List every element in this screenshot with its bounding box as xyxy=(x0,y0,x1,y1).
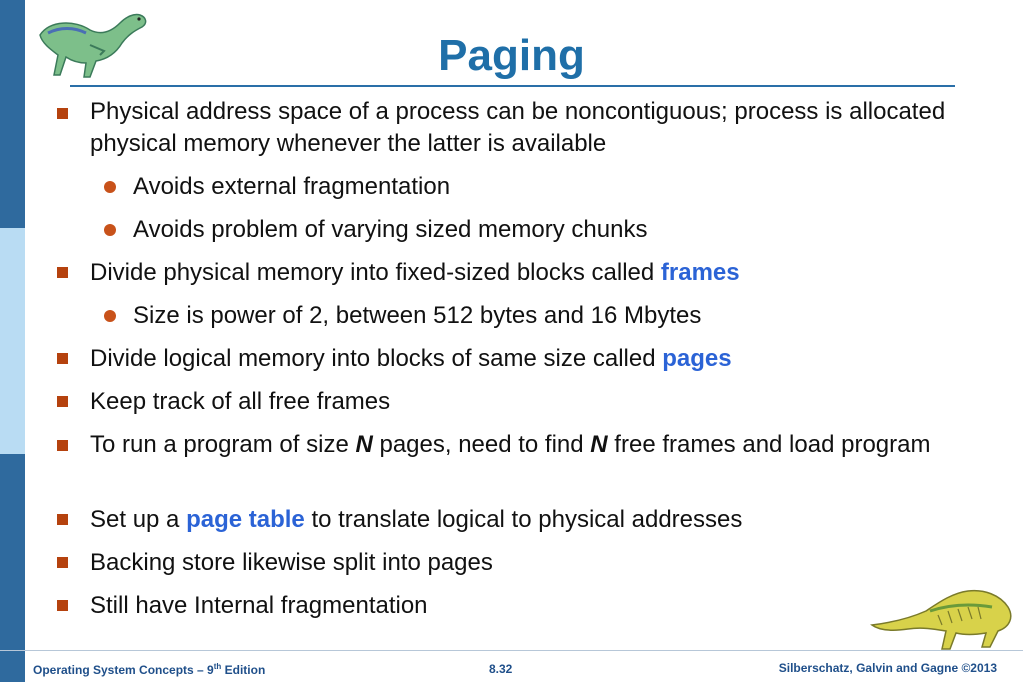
bullet-text: Divide physical memory into fixed-sized blocks called xyxy=(90,259,661,286)
bullet-text: Avoids external fragmentation xyxy=(133,173,451,200)
sub-bullet-item xyxy=(133,214,963,246)
round-bullet-icon xyxy=(104,181,116,193)
bullet-item xyxy=(90,547,960,579)
round-bullet-icon xyxy=(104,224,116,236)
square-bullet-icon xyxy=(57,514,68,525)
bullet-text: Keep track of all free frames xyxy=(90,388,391,415)
bullet-item xyxy=(90,343,960,375)
sub-bullet-item xyxy=(133,171,963,203)
keyword-pages: pages xyxy=(662,345,732,372)
bullet-item xyxy=(90,386,960,418)
slide-title: Paging xyxy=(438,31,585,80)
square-bullet-icon xyxy=(57,267,68,278)
bullet-item xyxy=(90,257,960,289)
round-bullet-icon xyxy=(104,310,116,322)
sub-bullet-item xyxy=(133,300,963,332)
keyword-frames: frames xyxy=(660,259,740,286)
bullet-text: free frames and load program xyxy=(607,431,931,458)
variable-n: N xyxy=(590,431,608,458)
bullet-item xyxy=(90,504,960,536)
variable-n: N xyxy=(355,431,373,458)
bullet-text: Size is power of 2, between 512 bytes and 16 Mbytes xyxy=(133,302,702,329)
square-bullet-icon xyxy=(57,353,68,364)
bullet-text: Backing store likewise split into pages xyxy=(90,549,493,576)
bullet-text: to translate logical to physical addresses xyxy=(304,506,743,533)
bullet-item xyxy=(90,96,960,160)
footer-book-sup: th xyxy=(213,662,222,671)
bullet-text: Still have Internal fragmentation xyxy=(90,592,428,619)
footer-book-prefix: Operating System Concepts – 9 xyxy=(33,663,214,677)
footer-page-number: 8.32 xyxy=(489,662,513,676)
bullet-text: Avoids problem of varying sized memory chunks xyxy=(133,216,648,243)
footer-copyright: Silberschatz, Galvin and Gagne ©2013 xyxy=(778,661,997,675)
square-bullet-icon xyxy=(57,440,68,451)
bullet-text: Divide logical memory into blocks of same size called xyxy=(90,345,663,372)
square-bullet-icon xyxy=(57,108,68,119)
bullet-item xyxy=(90,590,960,622)
bullet-item xyxy=(90,429,960,461)
footer-book-title xyxy=(33,662,265,677)
square-bullet-icon xyxy=(57,396,68,407)
bullet-text: Set up a xyxy=(90,506,187,533)
square-bullet-icon xyxy=(57,600,68,611)
dinosaur-skeleton-icon xyxy=(868,585,1018,655)
footer-book-suffix: Edition xyxy=(221,663,266,677)
bullet-text: pages, need to find xyxy=(372,431,591,458)
square-bullet-icon xyxy=(57,557,68,568)
keyword-page-table: page table xyxy=(186,506,305,533)
bullet-text: Physical address space of a process can be noncontiguous; process is allocated physical memory whenever the latter is available xyxy=(90,98,946,157)
bullet-text: To run a program of size xyxy=(90,431,356,458)
